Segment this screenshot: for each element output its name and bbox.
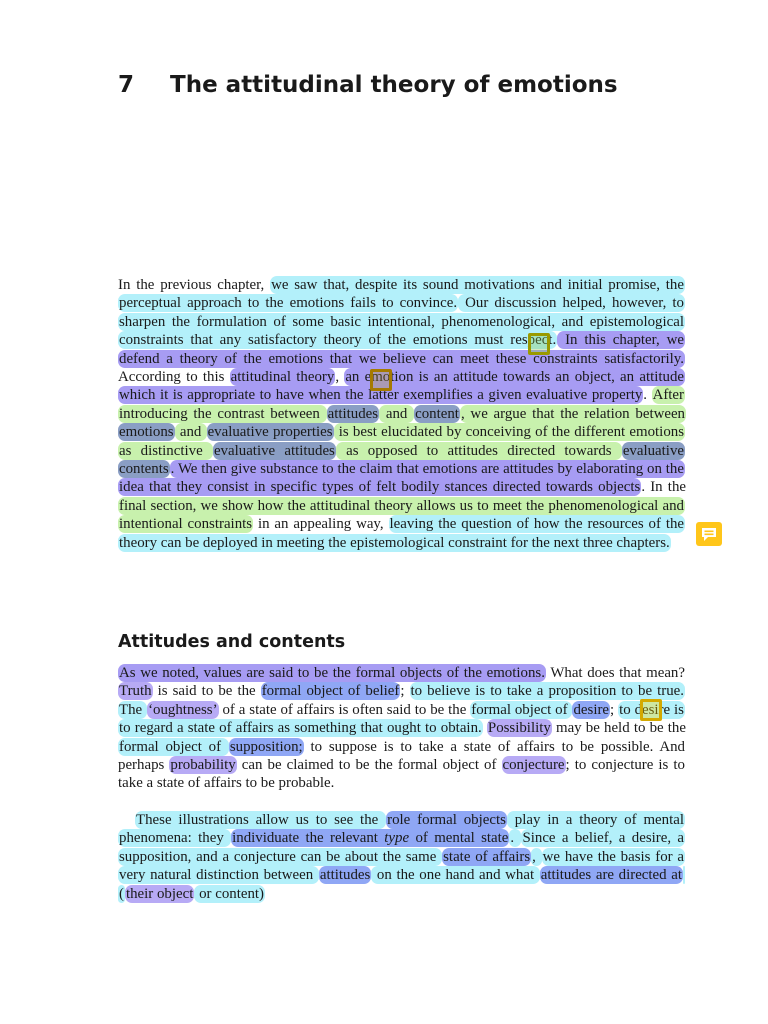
note-marker-icon[interactable] <box>640 699 662 721</box>
highlight[interactable]: After introducing the contrast between <box>119 387 684 422</box>
highlight[interactable]: formal object of <box>471 701 572 718</box>
text-span: ; to conjecture is to take a state of affairs to be probable. <box>118 757 685 792</box>
highlight[interactable]: is best elucidated by conceiving of the different emotions as distinctive <box>119 424 684 459</box>
highlight[interactable] <box>231 829 509 847</box>
highlight[interactable]: probability <box>170 757 236 774</box>
highlight[interactable]: evaluative properties <box>207 424 333 441</box>
highlight[interactable]: play in a theory of mental phenomena: they <box>119 812 684 847</box>
text-span: According to this <box>118 369 230 386</box>
highlight[interactable]: supposition; <box>229 738 303 755</box>
comment-icon-glyph <box>696 522 722 546</box>
paragraph-formal-objects <box>118 664 685 793</box>
text-span: is said to be the <box>152 683 261 700</box>
highlight[interactable]: as opposed to attitudes directed towards <box>336 442 621 459</box>
highlight[interactable]: As we noted, values are said to be the formal objects of the emotions. <box>119 665 545 681</box>
text-span: ; <box>610 701 619 718</box>
highlight[interactable]: their object <box>125 885 194 902</box>
highlight[interactable]: evaluative attitudes <box>213 442 335 459</box>
paragraph-illustrations <box>118 811 685 903</box>
chapter-number: 7 <box>118 72 135 98</box>
highlight[interactable]: Truth <box>119 683 152 700</box>
highlight[interactable]: , <box>532 848 541 865</box>
highlight[interactable]: ( <box>118 866 685 902</box>
text-span: What does that mean? <box>545 665 685 681</box>
highlight[interactable]: Since a belief, a desire, a supposition, and a conjecture can be about the same <box>119 830 684 865</box>
text-span: . <box>643 387 652 404</box>
highlight[interactable]: , we argue that the relation between <box>460 405 685 422</box>
highlight[interactable]: These illustrations allow us to see the <box>136 812 386 828</box>
highlight[interactable]: formal object of <box>119 738 228 755</box>
highlight[interactable]: Possibility <box>487 720 551 737</box>
highlight[interactable]: conjecture <box>502 757 565 774</box>
highlight[interactable]: ‘oughtness’ <box>148 701 218 718</box>
text-span: may be held to be the <box>551 720 686 737</box>
highlight[interactable]: we have the basis for a very natural distinction between <box>119 848 684 884</box>
text-span: , <box>335 369 345 386</box>
highlight[interactable]: attitudes <box>319 867 371 884</box>
highlight[interactable]: or content) <box>195 885 265 902</box>
highlight[interactable]: on the one hand and what <box>372 867 539 884</box>
highlight[interactable]: an emotion is an attitude towards an object, an attitude which it is appropriate to have when the latter exemplifies a given evaluative property <box>119 369 684 404</box>
highlight[interactable]: content <box>415 405 459 422</box>
highlight[interactable]: attitudes are directed at <box>540 867 682 884</box>
highlight[interactable]: . <box>510 830 521 847</box>
highlight[interactable]: state of affairs <box>443 848 531 865</box>
note-marker-icon[interactable] <box>528 333 550 355</box>
highlight[interactable]: we saw that, despite its sound motivations and initial promise, the perceptual approach to the emotions fails to convince. <box>119 277 684 312</box>
highlight[interactable]: final section, we show how the attitudinal theory allows us to meet the phenomenological and intentional constraints <box>119 497 684 533</box>
highlight[interactable]: and <box>380 405 414 422</box>
chapter-title <box>118 72 618 98</box>
text-span: . In the <box>641 479 687 496</box>
text-span: to suppose is to take a state of affairs to be possible. And perhaps <box>118 738 685 774</box>
highlight[interactable]: to desire is to regard a state of affairs as something that ought to obtain. <box>119 701 684 737</box>
note-marker-icon[interactable] <box>370 369 392 391</box>
text-span: can be claimed to be the formal object of <box>236 757 502 774</box>
text-span: of mental state <box>409 830 509 847</box>
paragraph-intro <box>118 276 685 552</box>
section-heading: Attitudes and contents <box>118 632 346 652</box>
highlight[interactable]: . We then give substance to the claim that emotions are attitudes by elaborating on the idea that they consist in specific types of felt bodily stances directed towards objects <box>119 461 684 496</box>
highlight[interactable]: attitudes <box>327 405 379 422</box>
text-span: ; <box>400 683 410 700</box>
text-span: In the previous chapter, <box>118 277 271 293</box>
text-span: individuate the relevant <box>232 830 385 847</box>
comment-icon[interactable] <box>696 522 722 546</box>
highlight[interactable]: In this chapter, we defend a theory of the emotions that we believe can meet these constraints satisfactorily. <box>119 332 684 367</box>
highlight[interactable]: formal object of belief <box>261 683 400 700</box>
highlight[interactable]: and <box>175 424 206 441</box>
emphasis: type <box>384 830 410 847</box>
text-span: in an appealing way, <box>253 516 389 533</box>
highlight[interactable]: attitudinal theory <box>230 369 335 386</box>
highlight[interactable]: desire <box>573 701 610 718</box>
highlight[interactable]: emotions <box>119 424 174 441</box>
highlight[interactable]: Our discussion helped, however, to sharpen the formulation of some basic intentional, phenomenological, and epistemological constraints that any satisfactory theory of the emotions must respect. <box>119 295 684 349</box>
highlight[interactable]: evaluative contents <box>119 442 684 478</box>
chapter-title-text: The attitudinal theory of emotions <box>170 72 618 98</box>
highlight[interactable]: role formal objects <box>387 812 506 828</box>
highlight[interactable]: to believe is to take a proposition to be true. The <box>119 683 684 718</box>
text-span: of a state of affairs is often said to be the <box>218 701 471 718</box>
highlight[interactable]: leaving the question of how the resources of the theory can be deployed in meeting the epistemological constraint for the next three chapters. <box>119 516 685 551</box>
